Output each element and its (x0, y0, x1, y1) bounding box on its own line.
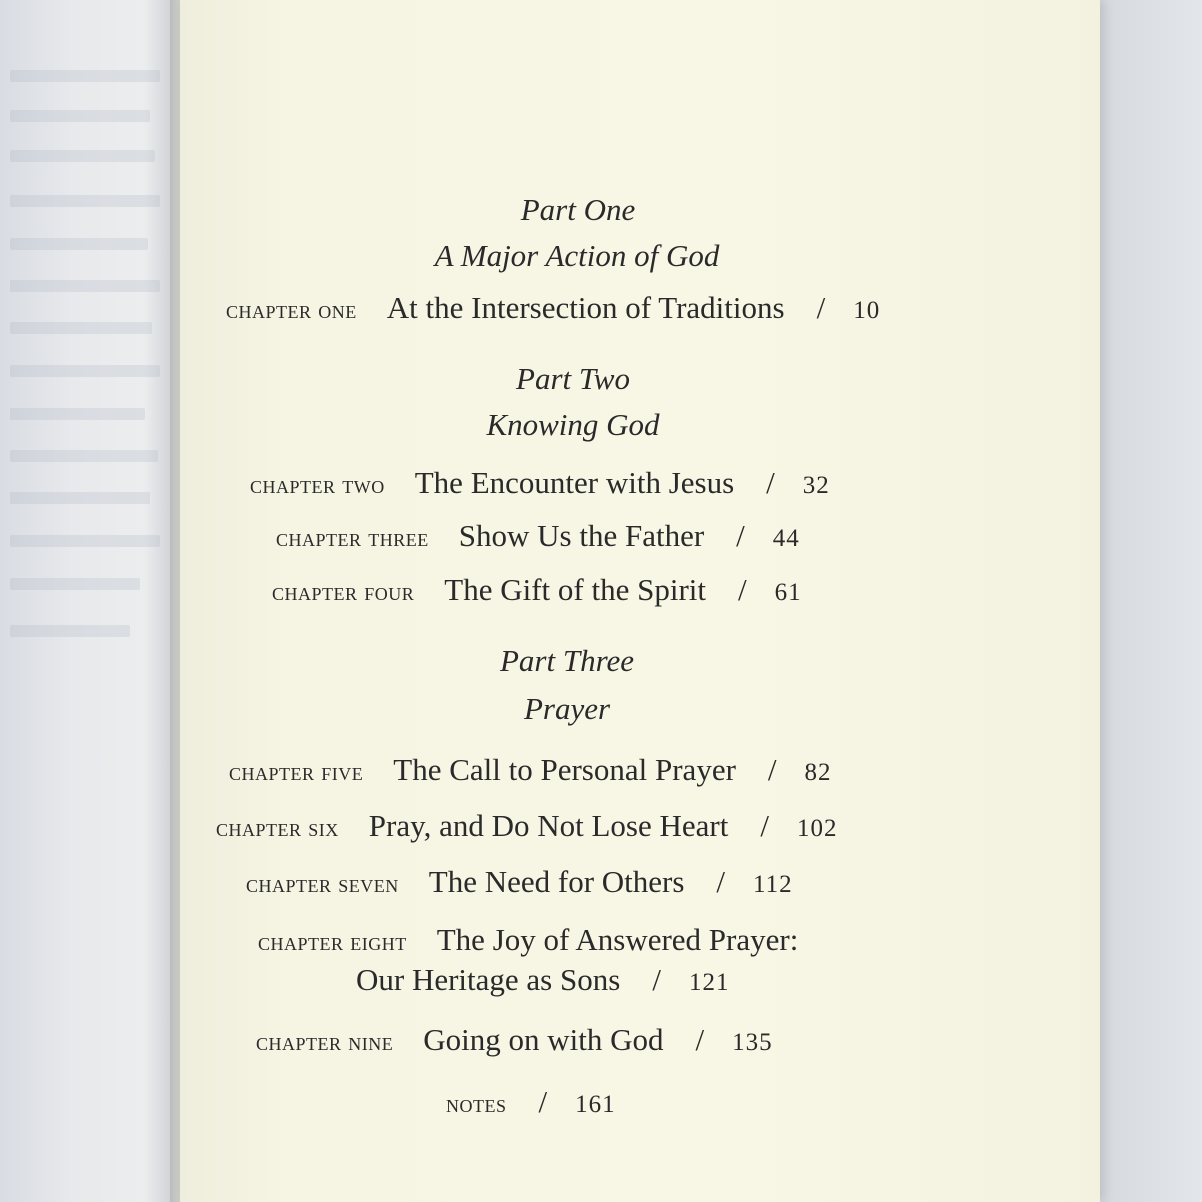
toc-entry-chapter-six (216, 808, 837, 844)
separator: / (538, 1084, 548, 1119)
separator: / (736, 518, 745, 553)
part-one-subtitle: A Major Action of God (434, 238, 720, 273)
chapter-title: The Call to Personal Prayer (393, 752, 736, 787)
part-two-label: Part Two (516, 361, 630, 396)
page-number: 121 (688, 969, 730, 996)
toc-entry-chapter-nine (256, 1022, 773, 1058)
toc-entry-chapter-eight-continued (356, 962, 729, 998)
chapter-label: chapter two (250, 472, 385, 499)
chapter-label: chapter five (229, 759, 364, 786)
chapter-label: chapter four (272, 579, 415, 606)
notes-label: notes (446, 1091, 507, 1118)
toc-entry-chapter-three (276, 518, 800, 554)
chapter-title: At the Intersection of Traditions (386, 290, 785, 325)
page-number: 10 (853, 297, 881, 324)
chapter-title: Going on with God (423, 1022, 664, 1057)
separator: / (816, 290, 826, 325)
chapter-label: chapter three (276, 525, 429, 552)
separator: / (767, 752, 777, 787)
toc-entry-chapter-five (229, 752, 832, 788)
part-two-subtitle: Knowing God (486, 407, 660, 442)
toc-entry-chapter-four (272, 572, 802, 608)
chapter-title: The Joy of Answered Prayer: (436, 922, 799, 957)
separator: / (716, 864, 726, 899)
separator: / (766, 465, 775, 500)
chapter-title-continued: Our Heritage as Sons (356, 962, 621, 997)
toc-entry-chapter-two (250, 465, 830, 501)
chapter-title: The Need for Others (428, 864, 685, 899)
toc-entry-chapter-eight (258, 922, 798, 958)
chapter-title: The Encounter with Jesus (414, 465, 735, 500)
page-number: 161 (575, 1091, 616, 1118)
separator: / (652, 962, 661, 997)
page-number: 32 (802, 472, 830, 499)
chapter-title: Show Us the Father (458, 518, 705, 553)
toc-entry-chapter-seven (246, 864, 793, 900)
toc-entry-chapter-one (226, 290, 880, 326)
chapter-label: chapter six (216, 815, 339, 842)
separator: / (760, 808, 769, 843)
chapter-title: Pray, and Do Not Lose Heart (368, 808, 729, 843)
part-three-label: Part Three (499, 643, 635, 678)
toc-entry-notes (446, 1084, 616, 1120)
chapter-label: chapter eight (258, 929, 407, 956)
chapter-label: chapter one (226, 297, 357, 324)
page-number: 61 (774, 579, 802, 606)
page-number: 44 (772, 525, 800, 552)
chapter-title: The Gift of the Spirit (444, 572, 707, 607)
part-one-label: Part One (520, 192, 636, 227)
separator: / (738, 572, 747, 607)
page-number: 82 (804, 759, 832, 786)
separator: / (695, 1022, 705, 1057)
page-number: 135 (732, 1029, 773, 1056)
page-number: 112 (753, 871, 793, 898)
chapter-label: chapter nine (256, 1029, 394, 1056)
part-three-subtitle: Prayer (523, 691, 611, 726)
chapter-label: chapter seven (246, 871, 399, 898)
page-number: 102 (796, 815, 838, 842)
